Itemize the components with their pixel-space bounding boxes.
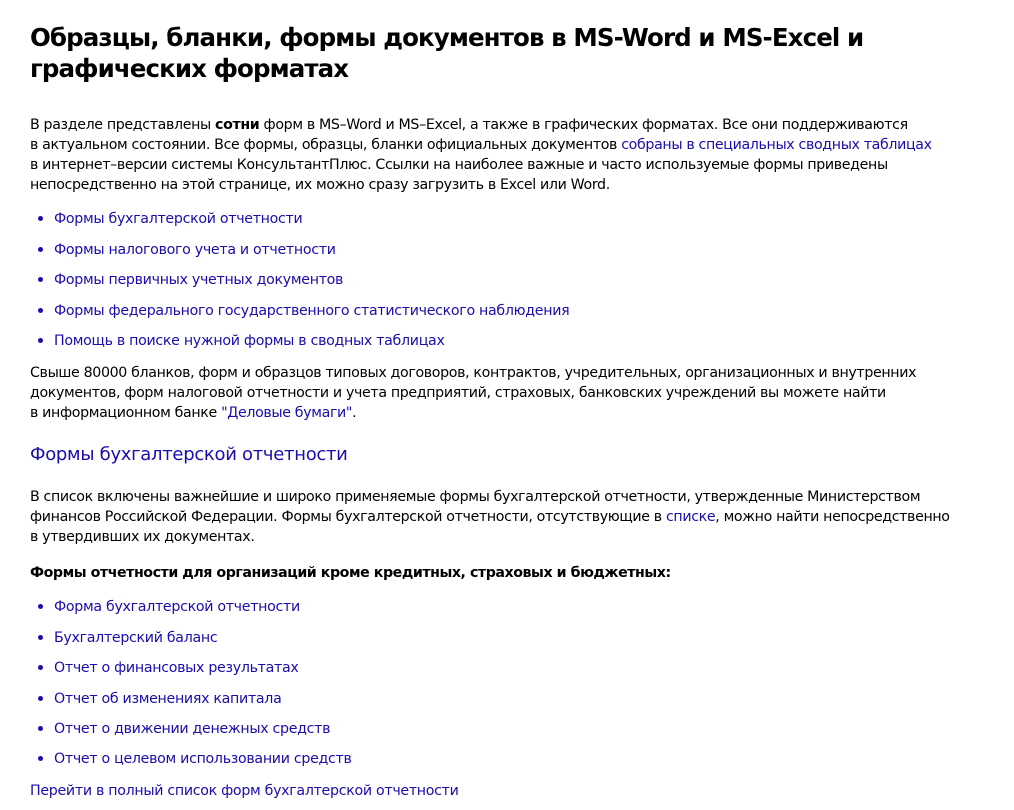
bullet-icon [38, 696, 43, 701]
section-text: финансов Российской Федерации. Формы бухгалтерской отчетности, отсутствующие в [30, 509, 666, 525]
more-text: . [352, 405, 357, 421]
intro-line-4: непосредственно на этой странице, их можно сразу загрузить в Excel или Word. [30, 177, 610, 193]
intro-line-1 [30, 115, 930, 135]
list-link[interactable]: списке [665, 509, 716, 525]
subheading: Формы отчетности для организаций кроме кредитных, страховых и бюджетных: [30, 565, 671, 581]
intro-line-3: в интернет–версии системы КонсультантПлюс. Ссылки на наиболее важные и часто используемые формы приведены [30, 157, 888, 173]
list-item [54, 270, 343, 290]
intro-text: в актуальном состоянии. Все формы, образцы, бланки официальных документов [30, 137, 622, 153]
page-title [30, 22, 910, 84]
bullet-icon [38, 338, 43, 343]
link-search-help[interactable]: Помощь в поиске нужной формы в сводных таблицах [54, 333, 445, 349]
link-balance-sheet[interactable]: Бухгалтерский баланс [54, 630, 218, 646]
more-text: в информационном банке [30, 405, 222, 421]
link-cash-flow[interactable]: Отчет о движении денежных средств [54, 721, 331, 737]
bullet-icon [38, 308, 43, 313]
summary-tables-link[interactable]: собраны в специальных сводных таблицах [621, 137, 932, 153]
section-text: , можно найти непосредственно [715, 509, 950, 525]
more-line-3 [30, 403, 930, 423]
list-item [54, 301, 569, 321]
list-item [54, 628, 217, 648]
list-item [54, 719, 330, 739]
list-item [54, 240, 336, 260]
intro-bold-text: сотни [215, 117, 260, 133]
bullet-icon [38, 216, 43, 221]
section-line-3: в утвердивших их документах. [30, 529, 255, 545]
intro-text: В разделе представлены [30, 117, 216, 133]
link-financial-results[interactable]: Отчет о финансовых результатах [54, 660, 299, 676]
business-papers-paragraph [30, 363, 930, 423]
intro-paragraph [30, 115, 930, 195]
list-item [54, 658, 298, 678]
section-line-1: В список включены важнейшие и широко применяемые формы бухгалтерской отчетности, утвержденные Министерством [30, 489, 921, 505]
bullet-icon [38, 604, 43, 609]
list-item [54, 749, 352, 769]
list-item [54, 209, 302, 229]
bullet-icon [38, 726, 43, 731]
link-accounting-report-form[interactable]: Форма бухгалтерской отчетности [54, 599, 300, 615]
list-item [54, 689, 281, 709]
intro-text: форм в MS–Word и MS–Excel, а также в графических форматах. Все они поддерживаются [259, 117, 908, 133]
list-item [54, 331, 445, 351]
bullet-icon [38, 756, 43, 761]
link-accounting-forms[interactable]: Формы бухгалтерской отчетности [54, 211, 303, 227]
link-tax-forms[interactable]: Формы налогового учета и отчетности [54, 242, 336, 258]
section-heading-accounting-forms[interactable]: Формы бухгалтерской отчетности [30, 444, 348, 465]
more-line-1: Свыше 80000 бланков, форм и образцов типовых договоров, контрактов, учредительных, организационных и внутренних [30, 365, 917, 381]
full-list-link[interactable]: Перейти в полный список форм бухгалтерской отчетности [30, 783, 459, 799]
more-line-2: документов, форм налоговой отчетности и учета предприятий, страховых, банковских учреждений вы можете найти [30, 385, 886, 401]
section-paragraph [30, 487, 950, 547]
bullet-icon [38, 665, 43, 670]
page-title-line-2: графических форматах [30, 54, 349, 83]
link-primary-documents[interactable]: Формы первичных учетных документов [54, 272, 344, 288]
link-capital-changes[interactable]: Отчет об изменениях капитала [54, 691, 282, 707]
bullet-icon [38, 277, 43, 282]
section-line-2 [30, 507, 950, 527]
list-item [54, 597, 300, 617]
bullet-icon [38, 247, 43, 252]
bullet-icon [38, 635, 43, 640]
link-targeted-use[interactable]: Отчет о целевом использовании средств [54, 751, 352, 767]
page-title-line-1: Образцы, бланки, формы документов в MS-Word и MS-Excel и [30, 23, 864, 52]
business-papers-link[interactable]: "Деловые бумаги" [221, 405, 353, 421]
link-statistical-forms[interactable]: Формы федерального государственного статистического наблюдения [54, 303, 570, 319]
intro-line-2 [30, 135, 930, 155]
